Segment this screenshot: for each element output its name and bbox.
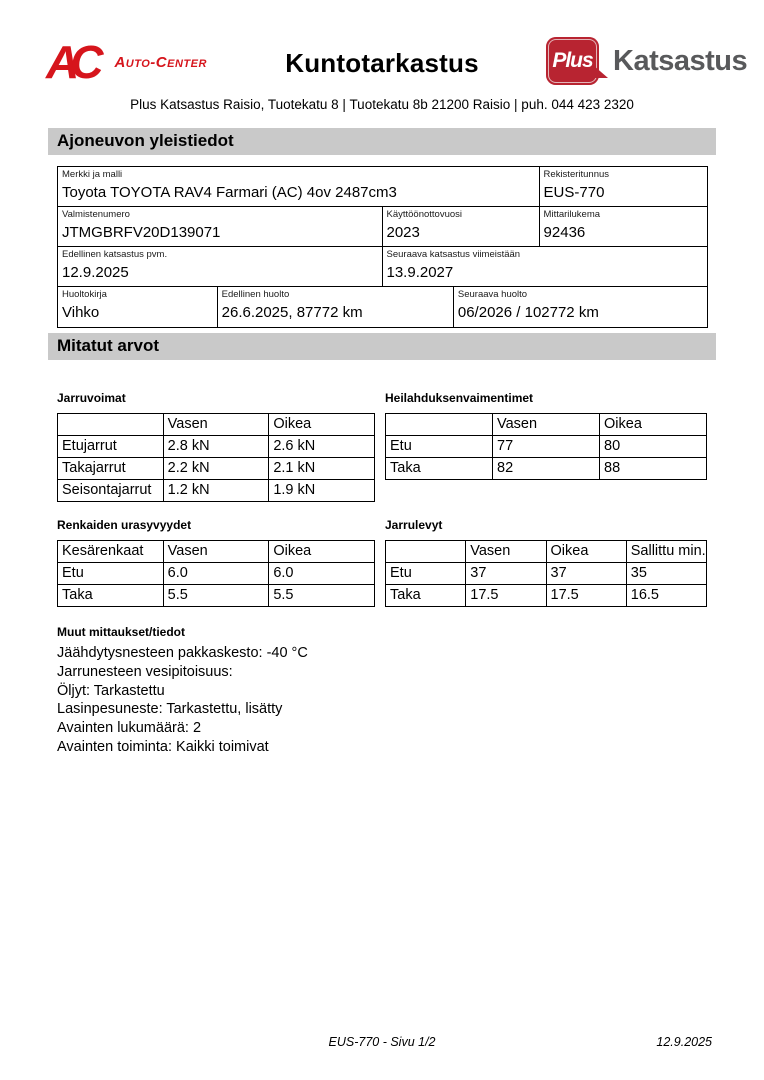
table-cell: Taka (386, 458, 493, 480)
table-header-row (58, 414, 375, 436)
field-value: 06/2026 / 102772 km (457, 304, 599, 321)
table-cell: 16.5 (626, 585, 706, 607)
table-cell: Etu (58, 563, 164, 585)
field-label: Huoltokirja (62, 289, 107, 300)
station-address: Plus Katsastus Raisio, Tuotekatu 8 | Tuotekatu 8b 21200 Raisio | puh. 044 423 2320 (130, 97, 634, 112)
field-label: Edellinen huolto (221, 289, 290, 300)
table-row (58, 585, 375, 607)
table-cell: Kesärenkaat (58, 541, 164, 563)
plus-badge-icon (546, 37, 599, 85)
table-cell: Oikea (600, 414, 707, 436)
field-label: Rekisteritunnus (543, 169, 610, 180)
section-header-general-info: Ajoneuvon yleistiedot (48, 128, 716, 155)
table-cell (386, 414, 493, 436)
table-cell: Etujarrut (58, 436, 164, 458)
table-cell: Vasen (163, 414, 269, 436)
key-function-line: Avainten toiminta: Kaikki toimivat (57, 738, 269, 755)
vin-cell (58, 207, 383, 247)
field-value: 2023 (386, 224, 420, 241)
registration-cell (540, 167, 707, 207)
table-cell (386, 541, 466, 563)
field-value: Toyota TOYOTA RAV4 Farmari (AC) 4ov 2487cm3 (62, 184, 397, 201)
table-cell: 2.1 kN (269, 458, 375, 480)
brake-forces-block (57, 391, 375, 502)
table-title: Heilahduksenvaimentimet (385, 391, 534, 405)
field-label: Seuraava huolto (457, 289, 528, 300)
table-title: Renkaiden urasyvyydet (57, 518, 192, 532)
make-model-cell (58, 167, 540, 207)
plus-katsastus-logo-text: Katsastus (613, 44, 748, 77)
field-value: 12.9.2025 (62, 264, 129, 281)
field-value: 92436 (543, 224, 586, 241)
key-count-line: Avainten lukumäärä: 2 (57, 720, 202, 737)
odometer-cell (540, 207, 707, 247)
table-row (386, 585, 707, 607)
table-cell: 2.8 kN (163, 436, 269, 458)
oils-line: Öljyt: Tarkastettu (57, 682, 165, 699)
brake-discs-table (385, 540, 707, 607)
shock-absorbers-table (385, 413, 707, 480)
table-header-row (386, 414, 707, 436)
table-cell: 82 (493, 458, 600, 480)
table-cell: Vasen (493, 414, 600, 436)
service-book-cell (58, 287, 218, 327)
table-row (58, 563, 375, 585)
table-row (58, 287, 707, 327)
table-cell: Vasen (466, 541, 546, 563)
table-row (386, 436, 707, 458)
coolant-freeze-point-line: Jäähdytysnesteen pakkaskesto: -40 °C (57, 645, 308, 661)
table-row (58, 436, 375, 458)
table-cell: Taka (386, 585, 466, 607)
field-value: EUS-770 (543, 184, 605, 201)
brake-discs-block (385, 518, 707, 607)
table-cell: Oikea (546, 541, 626, 563)
table-cell: Vasen (163, 541, 269, 563)
field-label: Mittarilukema (543, 209, 601, 220)
table-row (58, 167, 707, 207)
table-cell: Etu (386, 436, 493, 458)
previous-inspection-cell (58, 247, 383, 287)
field-label: Edellinen katsastus pvm. (62, 249, 168, 260)
field-label: Seuraava katsastus viimeistään (386, 249, 521, 260)
table-cell: 6.0 (269, 563, 375, 585)
shock-absorbers-block (385, 391, 707, 480)
field-value: 13.9.2027 (386, 264, 454, 281)
table-row (58, 207, 707, 247)
table-cell: Oikea (269, 414, 375, 436)
document-title: Kuntotarkastus (285, 48, 479, 78)
first-registration-year-cell (383, 207, 540, 247)
footer-date: 12.9.2025 (656, 1035, 712, 1049)
table-cell: 5.5 (163, 585, 269, 607)
table-header-row (58, 541, 375, 563)
table-cell: 80 (600, 436, 707, 458)
table-cell: 17.5 (546, 585, 626, 607)
washer-fluid-line: Lasinpesuneste: Tarkastettu, lisätty (57, 701, 283, 718)
table-header-row (386, 541, 707, 563)
table-title: Jarrulevyt (385, 518, 443, 532)
field-value: 26.6.2025, 87772 km (221, 304, 363, 321)
table-cell: 88 (600, 458, 707, 480)
tire-tread-block (57, 518, 375, 607)
table-row (58, 247, 707, 287)
plus-badge-text: Plus (552, 49, 593, 72)
table-row (58, 480, 375, 502)
table-cell: Taka (58, 585, 164, 607)
table-cell: 1.2 kN (163, 480, 269, 502)
next-service-cell (454, 287, 707, 327)
table-cell: Takajarrut (58, 458, 164, 480)
footer-page-indicator: EUS-770 - Sivu 1/2 (328, 1035, 436, 1049)
tire-tread-table (57, 540, 375, 607)
table-cell (58, 414, 164, 436)
field-label: Merkki ja malli (62, 169, 123, 180)
vehicle-info-table (57, 166, 708, 328)
table-cell: 1.9 kN (269, 480, 375, 502)
table-row (386, 563, 707, 585)
table-cell: 77 (493, 436, 600, 458)
table-cell: 5.5 (269, 585, 375, 607)
brake-forces-table (57, 413, 375, 502)
field-label: Käyttöönottovuosi (386, 209, 463, 220)
table-cell: 37 (546, 563, 626, 585)
field-value: JTMGBRFV20D139071 (62, 224, 221, 241)
next-inspection-cell (383, 247, 708, 287)
plus-katsastus-logo (546, 37, 747, 85)
table-cell: Sallittu min. (626, 541, 706, 563)
table-row (58, 458, 375, 480)
table-cell: 2.6 kN (269, 436, 375, 458)
field-value: Vihko (62, 304, 100, 321)
table-cell: Etu (386, 563, 466, 585)
auto-center-logo-text: Auto-Center (114, 53, 207, 71)
table-cell: 17.5 (466, 585, 546, 607)
brake-fluid-water-line: Jarrunesteen vesipitoisuus: (57, 663, 233, 680)
other-measurements-title: Muut mittaukset/tiedot (57, 625, 185, 639)
table-cell: 2.2 kN (163, 458, 269, 480)
table-cell: Seisontajarrut (58, 480, 164, 502)
auto-center-monogram-icon: AC (46, 36, 95, 88)
table-cell: 6.0 (163, 563, 269, 585)
table-cell: Oikea (269, 541, 375, 563)
table-row (386, 458, 707, 480)
table-title: Jarruvoimat (57, 391, 126, 405)
previous-service-cell (218, 287, 454, 327)
table-cell: 35 (626, 563, 706, 585)
other-measurements-block (57, 625, 457, 757)
table-cell: 37 (466, 563, 546, 585)
section-header-measured-values: Mitatut arvot (48, 333, 716, 360)
field-label: Valmistenumero (62, 209, 130, 220)
